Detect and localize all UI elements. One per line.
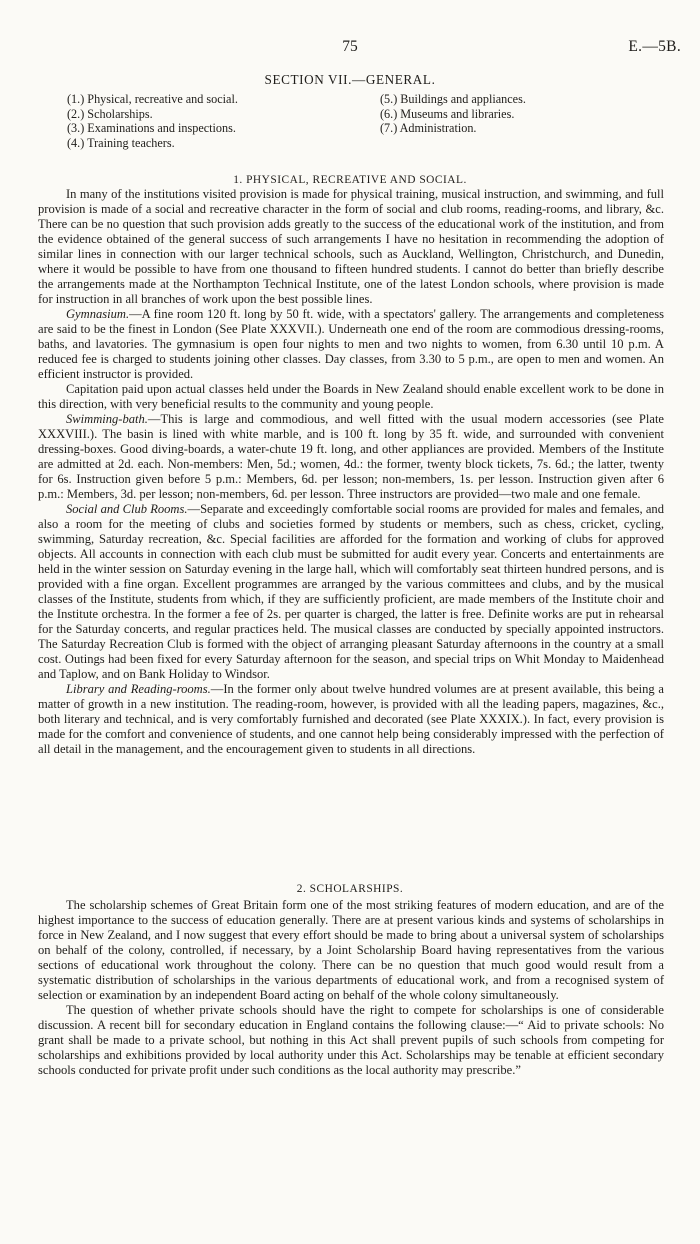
contents-right-column xyxy=(380,92,630,136)
swimming-label: Swimming-bath. xyxy=(66,412,148,426)
social-paragraph xyxy=(38,502,664,682)
gymnasium-label: Gymnasium. xyxy=(66,307,130,321)
part2-heading: 2. SCHOLARSHIPS. xyxy=(296,883,404,895)
contents-left-column xyxy=(67,92,367,151)
contents-item: (3.) Examinations and inspections. xyxy=(67,121,236,136)
part1-body xyxy=(38,187,664,757)
document-reference: E.—5B. xyxy=(628,38,681,55)
library-text: —In the former only about twelve hundred volumes are at present available, this being a matter of growth in a new institution. The reading-room, however, is provided with all the leading papers, magazines, &c., both literary and technical, and is very comfortably furnished and decorated (see Plate XXXIX.). In fact, every provision is made for the comfort and convenience of students, and one cannot help being considerably impressed with the perfection of all detail in the management, and the encouragement given to students in all directions. xyxy=(38,682,664,756)
contents-item: (6.) Museums and libraries. xyxy=(380,106,515,121)
part2-body xyxy=(38,898,664,1078)
swimming-text: —This is large and commodious, and well fitted with the usual modern accessories (see Plate XXXVIII.). The basin is lined with white marble, and is 100 ft. long by 35 ft. wide, and surrounded with convenient dressing-boxes. Good diving-boards, a water-chute 19 ft. long, and other appliances are provided. Members of the Institute are admitted at 2d. each. Non-members: Men, 5d.; women, 4d.: the former, twenty block tickets, 7s. 6d.; the latter, twenty for 6s. Instruction given before 5 p.m.: Members, 6d. per lesson; non-members, 1s. per lesson. Instruction given after 6 p.m.: Members, 3d. per lesson; non-members, 6d. per lesson. Three instructors are provided—two male and one female. xyxy=(38,412,664,501)
swimming-paragraph xyxy=(38,412,664,502)
library-label: Library and Reading-rooms. xyxy=(66,682,211,696)
social-text: —Separate and exceedingly comfortable social rooms are provided for males and females, and also a room for the meeting of clubs and societies formed by students or members, such as chess, cricket, cycling, swimming, Saturday recreation, &c. Special facilities are afforded for the formation and working of clubs for approved objects. All accounts in connection with each club must be submitted for audit every year. Concerts and entertainments are held in the winter session on Saturday evening in the large hall, which will comfortably seat thirteen hundred persons, and is provided with a fine organ. Excellent programmes are arranged by the various committees and clubs, and by the musical classes of the Institute, students from which, if they are sufficiently proficient, are made members of the Institute choir and the Institute orchestra. In the former a fee of 2s. per quarter is charged, the latter is free. Definite works are put in rehearsal for the Saturday concerts, and regular practices held. The musical classes are conducted by specially appointed instructors. The Saturday Recreation Club is formed with the object of arranging pleasant Saturday afternoons in the country at a small cost. Outings had been fixed for every Saturday afternoon for the season, and special trips on Whit Monday to Maidenhead and Taplow, and on Bank Holiday to Windsor. xyxy=(38,502,664,681)
contents-item: (1.) Physical, recreative and social. xyxy=(67,92,238,106)
contents-item: (2.) Scholarships. xyxy=(67,106,153,121)
gymnasium-text: —A fine room 120 ft. long by 50 ft. wide, with a spectators' gallery. The arrangements and completeness are said to be the finest in London (See Plate XXXVII.). Underneath one end of the room are commodious dressing-rooms, baths, and lavatories. The gymnasium is open four nights to men and two nights to women, from 6.30 until 10 p.m. A reduced fee is charged to students joining other classes. Day classes, from 3.30 to 5 p.m., are open to men and women. An efficient instructor is provided. xyxy=(38,307,664,381)
scholarship-paragraph-1: The scholarship schemes of Great Britain form one of the most striking features of modern education, and are of the highest importance to the success of education generally. There are at present various kinds and systems of scholarships in force in New Zealand, and I now suggest that every effort should be made to bring about a universal system of scholarships on behalf of the colony, controlled, if necessary, by a Joint Scholarship Board having representatives from the various sections of educational work throughout the colony. There can be no question that much good would result from a systematic distribution of scholarships in the various departments of educational work, and from a recognised system of selection or examination by an independent Board acting on behalf of the whole colony simultaneously. xyxy=(38,898,664,1002)
page-number: 75 xyxy=(342,38,358,55)
library-paragraph xyxy=(38,682,664,757)
social-label: Social and Club Rooms. xyxy=(66,502,188,516)
section-title: SECTION VII.—GENERAL. xyxy=(264,72,436,87)
intro-paragraph: In many of the institutions visited provision is made for physical training, musical instruction, and swimming, and full provision is made of a social and recreative character in the form of social and club rooms, reading-rooms, and library, &c. There can be no question that such provision adds greatly to the success of the educational work of the institution, and from the evidence obtained of the general success of such arrangements I have no hesitation in recommending the adoption of similar lines in connection with our larger technical schools, such as Auckland, Wellington, Christchurch, and Dunedin, where it would be possible to have from one thousand to fifteen hundred students. I cannot do better than briefly describe the arrangements made at the Northampton Technical Institute, one of the latest London schools, where provision is made for instruction in all branches of work upon the best possible lines. xyxy=(38,187,664,306)
gymnasium-paragraph xyxy=(38,307,664,382)
contents-item: (7.) Administration. xyxy=(380,121,477,136)
contents-item: (5.) Buildings and appliances. xyxy=(380,92,526,106)
part1-heading: 1. PHYSICAL, RECREATIVE AND SOCIAL. xyxy=(233,174,467,186)
contents-item: (4.) Training teachers. xyxy=(67,136,175,151)
capitation-paragraph: Capitation paid upon actual classes held under the Boards in New Zealand should enable excellent work to be done in this direction, with very beneficial results to the community and young people. xyxy=(38,382,664,411)
scholarship-paragraph-2: The question of whether private schools should have the right to compete for scholarships is one of considerable discussion. A recent bill for secondary education in England contains the following clause:—“ Aid to private schools: No grant shall be made to a private school, but nothing in this Act shall prevent pupils of such schools from competing for scholarships and exhibitions provided by local authority under this Act. Scholarships may be tenable at efficient secondary schools conducted for private profit under such conditions as the local authority may prescribe.” xyxy=(38,1003,664,1077)
